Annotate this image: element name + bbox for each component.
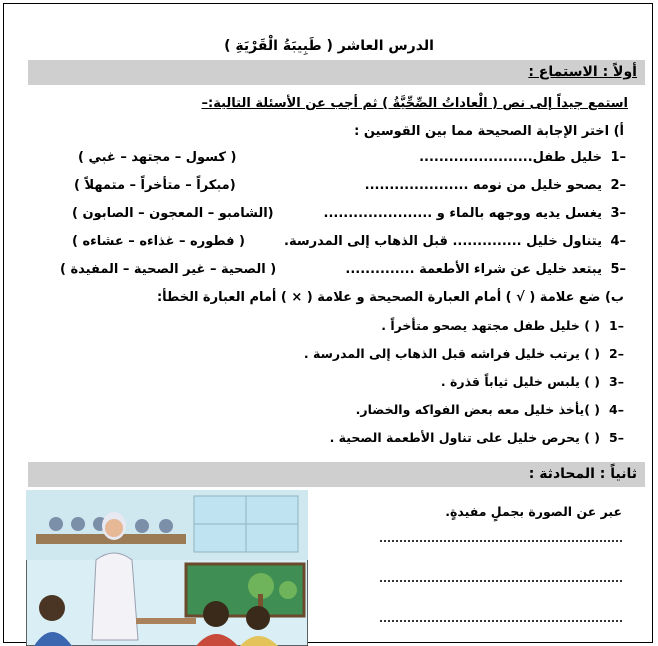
statement-text: ( ) يلبس خليل ثياباً قذرة . bbox=[440, 374, 600, 389]
choices: (مبكراً – متأخراً – متمهلاً ) bbox=[74, 178, 236, 193]
choices: ( كسول – مجتهد – غبي ) bbox=[78, 150, 237, 165]
statement-text: ( ) خليل طفل مجتهد يصحو متأخراً . bbox=[381, 318, 600, 333]
question-text: خليل طفل....................... bbox=[419, 150, 602, 165]
answer-line-2[interactable] bbox=[380, 580, 622, 582]
item-number: 5– bbox=[609, 430, 624, 445]
answer-line-3[interactable] bbox=[380, 620, 622, 622]
answer-line-1[interactable] bbox=[380, 540, 622, 542]
statement-text: ( ) يحرص خليل على تناول الأطعمة الصحية . bbox=[329, 430, 600, 445]
question-text: يتناول خليل .............. قبل الذهاب إلى المدرسة. bbox=[284, 234, 602, 249]
item-number: 1– bbox=[609, 318, 624, 333]
listening-instruction: استمع جيداً إلى نص ( الْعاداتُ الصِّحِّيَّةُ ) ثم أجب عن الأسئلة التالية:– bbox=[201, 96, 628, 111]
item-number: 2– bbox=[609, 346, 624, 361]
question-text: يبتعد خليل عن شراء الأطعمة .............. bbox=[345, 262, 602, 277]
conversation-instruction: عبر عن الصورة بجملٍ مفيدةٍ. bbox=[445, 504, 622, 519]
item-number: 1– bbox=[610, 150, 626, 165]
statement-text: ( )يأخذ خليل معه بعض الفواكه والخضار. bbox=[355, 402, 600, 417]
section-conversation-label: ثانياً : المحادثة : bbox=[528, 466, 637, 482]
part-b-label: ب) ضع علامة ( √ ) أمام العبارة الصحيحة و علامة ( × ) أمام العبارة الخطأ: bbox=[156, 290, 624, 305]
part-a-label: أ) اختر الإجابة الصحيحة مما بين القوسين : bbox=[354, 124, 624, 139]
lesson-title: الدرس العاشر ( طَبِيبَةُ الْقَرْيَةِ ) bbox=[224, 38, 434, 54]
classroom-doctor-illustration bbox=[26, 490, 308, 646]
statement-text: ( ) يرتب خليل فراشه قبل الذهاب إلى المدرسة . bbox=[303, 346, 600, 361]
section-conversation-band bbox=[28, 462, 645, 487]
choices: ( فطوره – غذاءه – عشاءه ) bbox=[72, 234, 245, 249]
item-number: 2– bbox=[610, 178, 626, 193]
choices: (الشامبو – المعجون – الصابون ) bbox=[72, 206, 274, 221]
item-number: 3– bbox=[609, 374, 624, 389]
item-number: 4– bbox=[609, 402, 624, 417]
section-listening-label: أولاً : الاستماع : bbox=[528, 64, 637, 80]
item-number: 4– bbox=[610, 234, 626, 249]
choices: ( الصحية – غير الصحية – المفيدة ) bbox=[60, 262, 277, 277]
question-text: يصحو خليل من نومه ..................... bbox=[364, 178, 602, 193]
item-number: 3– bbox=[610, 206, 626, 221]
question-text: يغسل يديه ووجهه بالماء و ...................... bbox=[323, 206, 602, 221]
item-number: 5– bbox=[610, 262, 626, 277]
section-listening-band bbox=[28, 60, 645, 85]
